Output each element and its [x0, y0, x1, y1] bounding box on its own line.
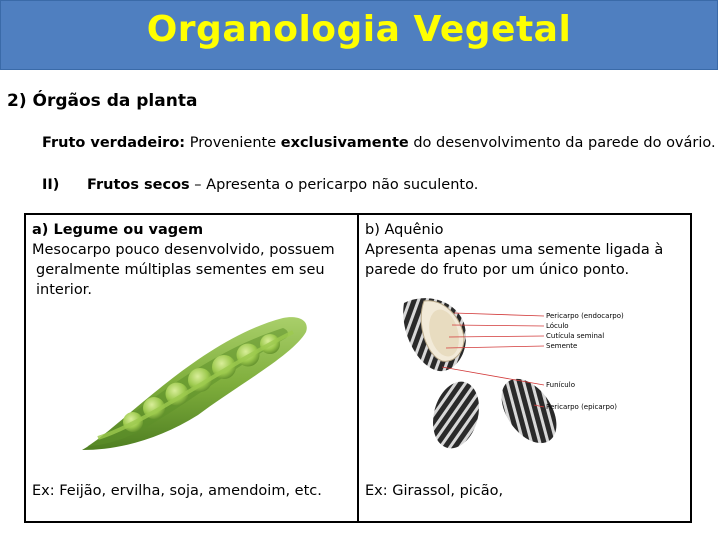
title-banner: [0, 0, 718, 70]
intro-emphasis: exclusivamente: [280, 135, 409, 151]
legume-description: Mesocarpo pouco desenvolvido, possuem geralmente múltiplas sementes em seu interior.: [32, 242, 335, 298]
item-text: – Apresenta o pericarpo não suculento.: [189, 177, 479, 193]
label-pericarpo-epicarpo: Pericarpo (epicarpo): [546, 403, 617, 411]
label-semente: Semente: [546, 342, 578, 350]
item-numeral: II): [42, 177, 60, 193]
label-funiculo: Funículo: [546, 381, 575, 389]
page-title: Organologia Vegetal: [146, 9, 572, 50]
pea-pod-image: [78, 310, 318, 460]
intro-term: Fruto verdadeiro:: [42, 135, 186, 151]
intro-line: [42, 135, 716, 151]
table-divider: [357, 215, 359, 521]
cut-seed: [403, 298, 466, 371]
intro-text-after: do desenvolvimento da parede do ovário.: [408, 135, 716, 151]
legume-title: a) Legume ou vagem: [32, 222, 204, 238]
intro-text-before: Proveniente: [185, 135, 281, 151]
item-title: Frutos secos: [87, 177, 190, 193]
item-line: [42, 177, 478, 193]
achene-description: Apresenta apenas uma semente ligada à parede do fruto por um único ponto.: [365, 242, 664, 278]
achene-diagram: [394, 293, 639, 453]
section-heading: 2) Órgãos da planta: [7, 91, 198, 111]
whole-seed-left: [426, 376, 486, 453]
achene-title: b) Aquênio: [365, 222, 444, 238]
label-cuticula: Cutícula seminal: [546, 332, 605, 340]
legume-example: Ex: Feijão, ervilha, soja, amendoim, etc.: [32, 483, 322, 499]
legume-cell: [32, 220, 352, 300]
achene-cell: [365, 220, 685, 280]
achene-example: Ex: Girassol, picão,: [365, 483, 504, 499]
label-pericarpo-endocarpo: Pericarpo (endocarpo): [546, 312, 624, 320]
comparison-table: [24, 213, 692, 523]
label-loculo: Lóculo: [546, 322, 569, 330]
